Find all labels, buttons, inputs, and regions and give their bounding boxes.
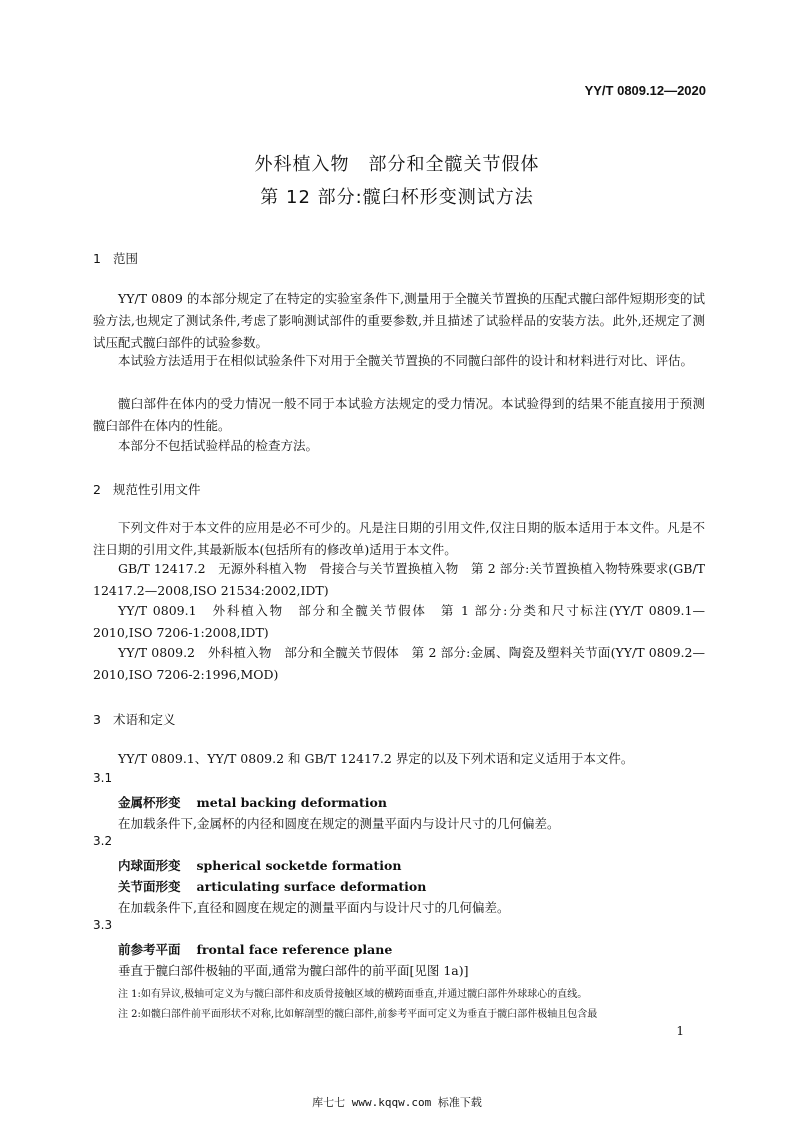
section-number: 1: [93, 251, 101, 266]
term-number: 3.1: [93, 771, 113, 785]
paragraph: YY/T 0809.1、YY/T 0809.2 和 GB/T 12417.2 界定的以及下列术语和定义适用于本文件。: [118, 751, 634, 766]
term-definition: 在加载条件下,直径和圆度在规定的测量平面内与设计尺寸的几何偏差。: [118, 900, 510, 915]
section-number: 2: [93, 482, 101, 497]
paragraph: 下列文件对于本文件的应用是必不可少的。凡是注日期的引用文件,仅注日期的版本适用于本文件。凡是不注日期的引用文件,其最新版本(包括所有的修改单)适用于本文件。: [93, 520, 705, 557]
section-title: 术语和定义: [113, 712, 176, 727]
term-en: articulating surface deformation: [196, 879, 427, 894]
term-number: 3.2: [93, 834, 113, 848]
paragraph: 本部分不包括试验样品的检查方法。: [118, 438, 319, 453]
term-entry: [118, 793, 387, 811]
footer-watermark: 库七七 www.kqqw.com 标准下载: [312, 1096, 482, 1109]
term-cn: 前参考平面: [118, 942, 181, 957]
section-1-heading: [93, 249, 138, 267]
term-en: spherical socketde formation: [196, 858, 402, 873]
standard-code: YY/T 0809.12—2020: [584, 83, 706, 98]
term-definition: 垂直于髋臼部件极轴的平面,通常为髋臼部件的前平面[见图 1a)]: [118, 963, 469, 978]
reference-item: GB/T 12417.2 无源外科植入物 骨接合与关节置换植入物 第 2 部分:关节置换植入物特殊要求(GB/T 12417.2—2008,ISO 21534:2002,IDT): [93, 561, 705, 598]
section-number: 3: [93, 712, 101, 727]
term-cn: 金属杯形变: [118, 795, 181, 810]
term-en: metal backing deformation: [196, 795, 387, 810]
section-title: 范围: [113, 251, 139, 266]
term-entry: [118, 940, 392, 958]
note: 注 1:如有异议,极轴可定义为与髋臼部件和皮质骨接触区域的横跨面垂直,并通过髋臼部件外球球心的直线。: [118, 989, 588, 1000]
page-number: 1: [676, 1024, 684, 1038]
paragraph: 本试验方法适用于在相似试验条件下对用于全髋关节置换的不同髋臼部件的设计和材料进行对比、评估。: [118, 353, 694, 368]
term-number: 3.3: [93, 918, 113, 932]
section-2-heading: [93, 480, 201, 498]
note: 注 2:如髋臼部件前平面形状不对称,比如解剖型的髋臼部件,前参考平面可定义为垂直于髋臼部件极轴且包含最: [118, 1009, 598, 1020]
term-definition: 在加载条件下,金属杯的内径和圆度在规定的测量平面内与设计尺寸的几何偏差。: [118, 816, 560, 831]
paragraph: 髋臼部件在体内的受力情况一般不同于本试验方法规定的受力情况。本试验得到的结果不能直接用于预测髋臼部件在体内的性能。: [93, 396, 705, 433]
term-en: frontal face reference plane: [196, 942, 393, 957]
paragraph: YY/T 0809 的本部分规定了在特定的实验室条件下,测量用于全髋关节置换的压配式髋臼部件短期形变的试验方法,也规定了测试条件,考虑了影响测试部件的重要参数,并且描述了试验样品的安装方法。此外,还规定了测试压配式髋臼部件的试验参数。: [93, 291, 705, 350]
term-entry: [118, 877, 426, 895]
term-cn: 关节面形变: [118, 879, 181, 894]
section-3-heading: [93, 710, 176, 728]
term-cn: 内球面形变: [118, 858, 181, 873]
reference-item: YY/T 0809.1 外科植入物 部分和全髋关节假体 第 1 部分:分类和尺寸标注(YY/T 0809.1—2010,ISO 7206-1:2008,IDT): [93, 603, 705, 640]
section-title: 规范性引用文件: [113, 482, 201, 497]
document-title-line2: 第 12 部分:髋臼杯形变测试方法: [260, 187, 534, 208]
reference-item: YY/T 0809.2 外科植入物 部分和全髋关节假体 第 2 部分:金属、陶瓷及塑料关节面(YY/T 0809.2—2010,ISO 7206-2:1996,MOD): [93, 645, 705, 682]
document-title-line1: 外科植入物 部分和全髋关节假体: [254, 154, 540, 175]
term-entry: [118, 856, 401, 874]
